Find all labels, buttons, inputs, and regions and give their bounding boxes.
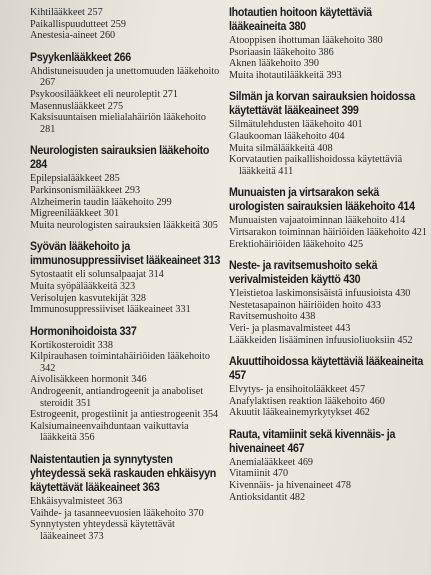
toc-heading[interactable]: Syövän lääkehoito ja immunosuppressiiviset lääkeaineet 313 [30,240,221,268]
toc-item[interactable]: Yleistietoa laskimonsisäistä infuusioista 430 [229,288,411,300]
toc-item[interactable]: Lääkkeiden lisääminen infuusioliuoksiin 452 [229,334,413,346]
toc-item[interactable]: Aivolisäkkeen hormonit 346 [30,374,147,386]
toc-section [229,259,427,346]
toc-heading[interactable]: Hormonihoidoista 337 [30,324,137,338]
toc-item[interactable]: Atooppisen ihottuman lääkehoito 380 [229,35,383,46]
toc-right-column [229,6,427,503]
toc-item[interactable]: Ravitsemushoito 438 [229,311,316,323]
toc-heading[interactable]: Psyykenlääkkeet 266 [30,50,131,64]
toc-item[interactable]: Psoriaasin lääkehoito 386 [229,46,334,58]
toc-item[interactable]: Silmätulehdusten lääkehoito 401 [229,119,363,131]
toc-item[interactable]: Synnytysten yhteydessä käytettävät lääkeaineet 373 [30,519,175,542]
toc-item[interactable]: Anestesia-aineet 260 [30,30,116,42]
toc-item[interactable]: Kilpirauhasen toimintahäiriöiden lääkehoito 342 [30,351,210,374]
toc-item[interactable]: Kalsiumaineenvaihduntaan vaikuttavia lääkkeitä 356 [30,420,189,444]
toc-item[interactable]: Elvytys- ja ensihoitolääkkeet 457 [229,384,366,396]
toc-heading[interactable]: Neurologisten sairauksien lääkehoito 284 [30,144,210,172]
toc-item[interactable]: Muita neurologisten sairauksien lääkkeitä 305 [30,219,218,231]
toc-item[interactable]: Erektiohäiriöiden lääkehoito 425 [229,238,364,250]
toc-item[interactable]: Immunosuppressiiviset lääkeaineet 331 [30,304,191,316]
toc-item[interactable]: Androgeenit, antiandrogeenit ja anaboliset steroidit 351 [30,386,204,409]
toc-left-column [30,6,220,542]
toc-item[interactable]: Kortikosteroidit 338 [30,339,113,351]
toc-item[interactable]: Virtsarakon toiminnan häiriöiden lääkehoito 421 [229,226,427,238]
toc-item[interactable]: Ahdistuneisuuden ja unettomuuden lääkehoito 267 [30,65,220,89]
toc-item[interactable]: Migreenilääkkeet 301 [30,208,120,220]
toc-item[interactable]: Anafylaktisen reaktion lääkehoito 460 [229,395,385,407]
toc-section [229,186,427,250]
toc-item[interactable]: Vitamiinit 470 [229,468,289,480]
toc-item[interactable]: Estrogeenit, progestiinit ja antiestrogeenit 354 [30,409,219,421]
toc-heading[interactable]: Ihotautien hoitoon käytettäviä lääkeaineita 380 [229,6,372,33]
toc-item[interactable]: Paikallispuudutteet 259 [30,18,126,30]
toc-item[interactable]: Vaihde- ja tasanneevuosien lääkehoito 370 [30,507,204,519]
toc-item[interactable]: Veri- ja plasmavalmisteet 443 [229,322,351,334]
toc-heading[interactable]: Rauta, vitamiinit sekä kivennäis- ja hivenaineet 467 [229,427,396,455]
toc-item[interactable]: Nestetasapainon häiriöiden hoito 433 [229,299,381,311]
toc-item[interactable]: Aknen lääkehoito 390 [229,58,319,70]
toc-section [229,6,427,81]
toc-section [229,90,427,177]
toc-item[interactable]: Antioksidantit 482 [229,491,306,503]
toc-item[interactable]: Kivennäis- ja hivenaineet 478 [229,480,351,492]
toc-section [30,240,220,315]
toc-item[interactable]: Kihtilääkkeet 257 [30,7,103,18]
toc-item[interactable]: Muita silmälääkkeitä 408 [229,142,333,154]
toc-item[interactable]: Parkinsonismilääkkeet 293 [30,184,141,196]
toc-item[interactable]: Muita ihotautilääkkeitä 393 [229,69,342,81]
toc-section [30,453,220,542]
toc-section [30,144,220,231]
toc-heading[interactable]: Naistentautien ja synnytysten yhteydessä sekä raskauden ehkäisyyn käytettävät lääkeaineet 363 [30,453,217,495]
toc-item[interactable]: Anemialääkkeet 469 [229,456,314,468]
toc-item[interactable]: Sytostaatit eli solunsalpaajat 314 [30,269,164,281]
toc-item[interactable]: Munuaisten vajaatoiminnan lääkehoito 414 [229,215,406,227]
toc-item[interactable]: Korvatautien paikallishoidossa käytettäviä lääkkeitä 411 [229,154,403,177]
toc-heading[interactable]: Akuuttihoidossa käytettäviä lääkeaineita 457 [229,355,424,383]
toc-item[interactable]: Akuutit lääkeainemyrkytykset 462 [229,407,370,419]
toc-section [229,355,427,419]
toc-item[interactable]: Glaukooman lääkehoito 404 [229,130,345,142]
toc-item[interactable]: Epilepsialääkkeet 285 [30,173,120,185]
toc-heading[interactable]: Munuaisten ja virtsarakon sekä urologisten sairauksien lääkehoito 414 [229,186,415,214]
toc-section [30,51,220,136]
toc-item[interactable]: Verisolujen kasvutekijät 328 [30,292,147,304]
toc-section [30,7,220,42]
toc-section [30,325,220,444]
toc-heading[interactable]: Neste- ja ravitsemushoito sekä verivalmisteiden käyttö 430 [229,259,378,287]
toc-item[interactable]: Alzheimerin taudin lääkehoito 299 [30,196,172,208]
toc-item[interactable]: Masennuslääkkeet 275 [30,100,124,112]
toc-item[interactable]: Ehkäisyvalmisteet 363 [30,496,123,508]
toc-heading[interactable]: Silmän ja korvan sairauksien hoidossa käytettävät lääkeaineet 399 [229,90,416,118]
toc-item[interactable]: Kaksisuuntaisen mielialahäiriön lääkehoito 281 [30,112,206,135]
toc-item[interactable]: Muita syöpälääkkeitä 323 [30,280,136,292]
toc-section [229,428,427,503]
toc-item[interactable]: Psykoosilääkkeet eli neuroleptit 271 [30,88,178,100]
